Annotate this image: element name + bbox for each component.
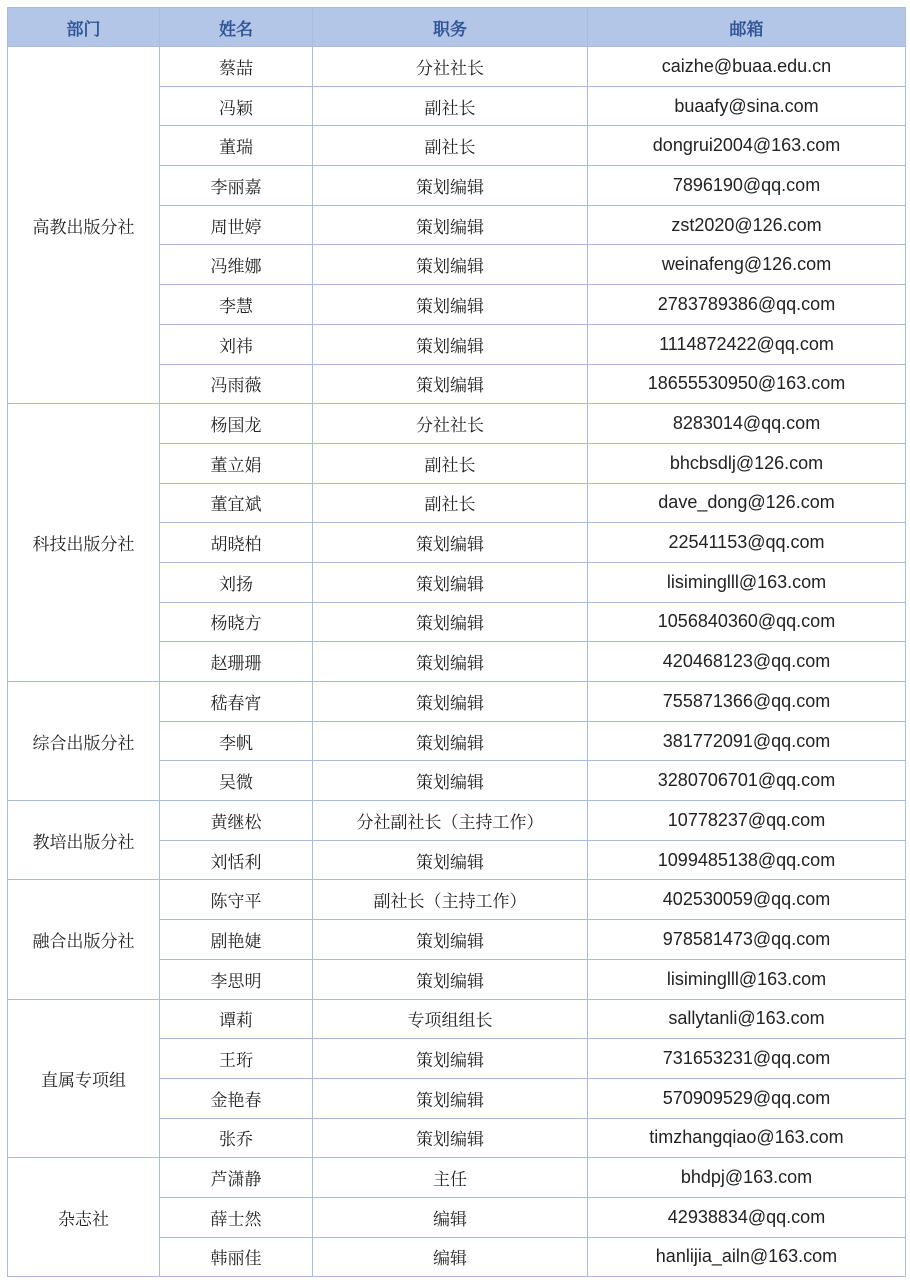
role-cell: 主任 — [313, 1158, 588, 1198]
name-cell: 董立娟 — [160, 443, 313, 483]
email-cell: 402530059@qq.com — [588, 880, 906, 920]
table-row — [8, 47, 906, 87]
role-cell: 副社长（主持工作） — [313, 880, 588, 920]
name-cell: 李慧 — [160, 285, 313, 325]
email-cell: 22541153@qq.com — [588, 523, 906, 563]
email-cell: 1099485138@qq.com — [588, 840, 906, 880]
name-cell: 李思明 — [160, 959, 313, 999]
name-cell: 刘扬 — [160, 562, 313, 602]
role-cell: 策划编辑 — [313, 285, 588, 325]
role-cell: 策划编辑 — [313, 959, 588, 999]
name-cell: 董瑞 — [160, 126, 313, 166]
name-cell: 黄继松 — [160, 801, 313, 841]
name-cell: 剧艳婕 — [160, 920, 313, 960]
role-cell: 策划编辑 — [313, 602, 588, 642]
role-cell: 策划编辑 — [313, 1118, 588, 1158]
email-cell: 10778237@qq.com — [588, 801, 906, 841]
name-cell: 韩丽佳 — [160, 1237, 313, 1277]
email-cell: weinafeng@126.com — [588, 245, 906, 285]
name-cell: 胡晓柏 — [160, 523, 313, 563]
role-cell: 专项组组长 — [313, 999, 588, 1039]
table-row — [8, 1158, 906, 1198]
email-cell: 8283014@qq.com — [588, 404, 906, 444]
role-cell: 策划编辑 — [313, 682, 588, 722]
table-row — [8, 880, 906, 920]
role-cell: 副社长 — [313, 86, 588, 126]
name-cell: 冯维娜 — [160, 245, 313, 285]
email-cell: hanlijia_ailn@163.com — [588, 1237, 906, 1277]
name-cell: 陈守平 — [160, 880, 313, 920]
email-cell: 18655530950@163.com — [588, 364, 906, 404]
name-cell: 冯雨薇 — [160, 364, 313, 404]
role-cell: 编辑 — [313, 1197, 588, 1237]
role-cell: 策划编辑 — [313, 1039, 588, 1079]
role-cell: 策划编辑 — [313, 840, 588, 880]
department-cell: 教培出版分社 — [8, 801, 160, 880]
email-cell: 420468123@qq.com — [588, 642, 906, 682]
name-cell: 王珩 — [160, 1039, 313, 1079]
name-cell: 杨晓方 — [160, 602, 313, 642]
name-cell: 嵇春宵 — [160, 682, 313, 722]
table-row — [8, 682, 906, 722]
role-cell: 策划编辑 — [313, 721, 588, 761]
email-cell: bhcbsdlj@126.com — [588, 443, 906, 483]
name-cell: 赵珊珊 — [160, 642, 313, 682]
department-cell: 直属专项组 — [8, 999, 160, 1158]
name-cell: 蔡喆 — [160, 47, 313, 87]
name-cell: 冯颖 — [160, 86, 313, 126]
role-cell: 副社长 — [313, 443, 588, 483]
name-cell: 杨国龙 — [160, 404, 313, 444]
email-cell: 42938834@qq.com — [588, 1197, 906, 1237]
header-dept: 部门 — [8, 8, 160, 47]
email-cell: dongrui2004@163.com — [588, 126, 906, 166]
role-cell: 副社长 — [313, 483, 588, 523]
email-cell: lisiminglll@163.com — [588, 562, 906, 602]
department-cell: 高教出版分社 — [8, 47, 160, 404]
table-body — [8, 47, 906, 1277]
email-cell: 381772091@qq.com — [588, 721, 906, 761]
header-mail: 邮箱 — [588, 8, 906, 47]
name-cell: 刘恬利 — [160, 840, 313, 880]
email-cell: 7896190@qq.com — [588, 166, 906, 206]
table-row — [8, 404, 906, 444]
email-cell: timzhangqiao@163.com — [588, 1118, 906, 1158]
role-cell: 策划编辑 — [313, 364, 588, 404]
role-cell: 策划编辑 — [313, 205, 588, 245]
table-row — [8, 999, 906, 1039]
role-cell: 策划编辑 — [313, 166, 588, 206]
role-cell: 策划编辑 — [313, 562, 588, 602]
name-cell: 刘祎 — [160, 324, 313, 364]
department-cell: 杂志社 — [8, 1158, 160, 1277]
email-cell: 978581473@qq.com — [588, 920, 906, 960]
role-cell: 分社社长 — [313, 404, 588, 444]
email-cell: 570909529@qq.com — [588, 1078, 906, 1118]
header-row — [8, 8, 906, 47]
email-cell: 2783789386@qq.com — [588, 285, 906, 325]
email-cell: caizhe@buaa.edu.cn — [588, 47, 906, 87]
email-cell: 3280706701@qq.com — [588, 761, 906, 801]
name-cell: 吴微 — [160, 761, 313, 801]
department-cell: 综合出版分社 — [8, 682, 160, 801]
table-row — [8, 801, 906, 841]
role-cell: 分社社长 — [313, 47, 588, 87]
name-cell: 芦潇静 — [160, 1158, 313, 1198]
role-cell: 策划编辑 — [313, 523, 588, 563]
email-cell: 755871366@qq.com — [588, 682, 906, 722]
name-cell: 董宜斌 — [160, 483, 313, 523]
name-cell: 张乔 — [160, 1118, 313, 1158]
department-cell: 科技出版分社 — [8, 404, 160, 682]
role-cell: 策划编辑 — [313, 324, 588, 364]
role-cell: 副社长 — [313, 126, 588, 166]
email-cell: 1114872422@qq.com — [588, 324, 906, 364]
email-cell: dave_dong@126.com — [588, 483, 906, 523]
role-cell: 策划编辑 — [313, 761, 588, 801]
name-cell: 薛士然 — [160, 1197, 313, 1237]
name-cell: 金艳春 — [160, 1078, 313, 1118]
header-name: 姓名 — [160, 8, 313, 47]
role-cell: 策划编辑 — [313, 642, 588, 682]
role-cell: 策划编辑 — [313, 920, 588, 960]
name-cell: 周世婷 — [160, 205, 313, 245]
email-cell: buaafy@sina.com — [588, 86, 906, 126]
name-cell: 谭莉 — [160, 999, 313, 1039]
role-cell: 策划编辑 — [313, 1078, 588, 1118]
role-cell: 编辑 — [313, 1237, 588, 1277]
email-cell: sallytanli@163.com — [588, 999, 906, 1039]
name-cell: 李丽嘉 — [160, 166, 313, 206]
email-cell: lisiminglll@163.com — [588, 959, 906, 999]
header-role: 职务 — [313, 8, 588, 47]
name-cell: 李帆 — [160, 721, 313, 761]
role-cell: 分社副社长（主持工作） — [313, 801, 588, 841]
email-cell: zst2020@126.com — [588, 205, 906, 245]
email-cell: bhdpj@163.com — [588, 1158, 906, 1198]
email-cell: 731653231@qq.com — [588, 1039, 906, 1079]
contact-table — [7, 7, 906, 1277]
email-cell: 1056840360@qq.com — [588, 602, 906, 642]
department-cell: 融合出版分社 — [8, 880, 160, 999]
role-cell: 策划编辑 — [313, 245, 588, 285]
